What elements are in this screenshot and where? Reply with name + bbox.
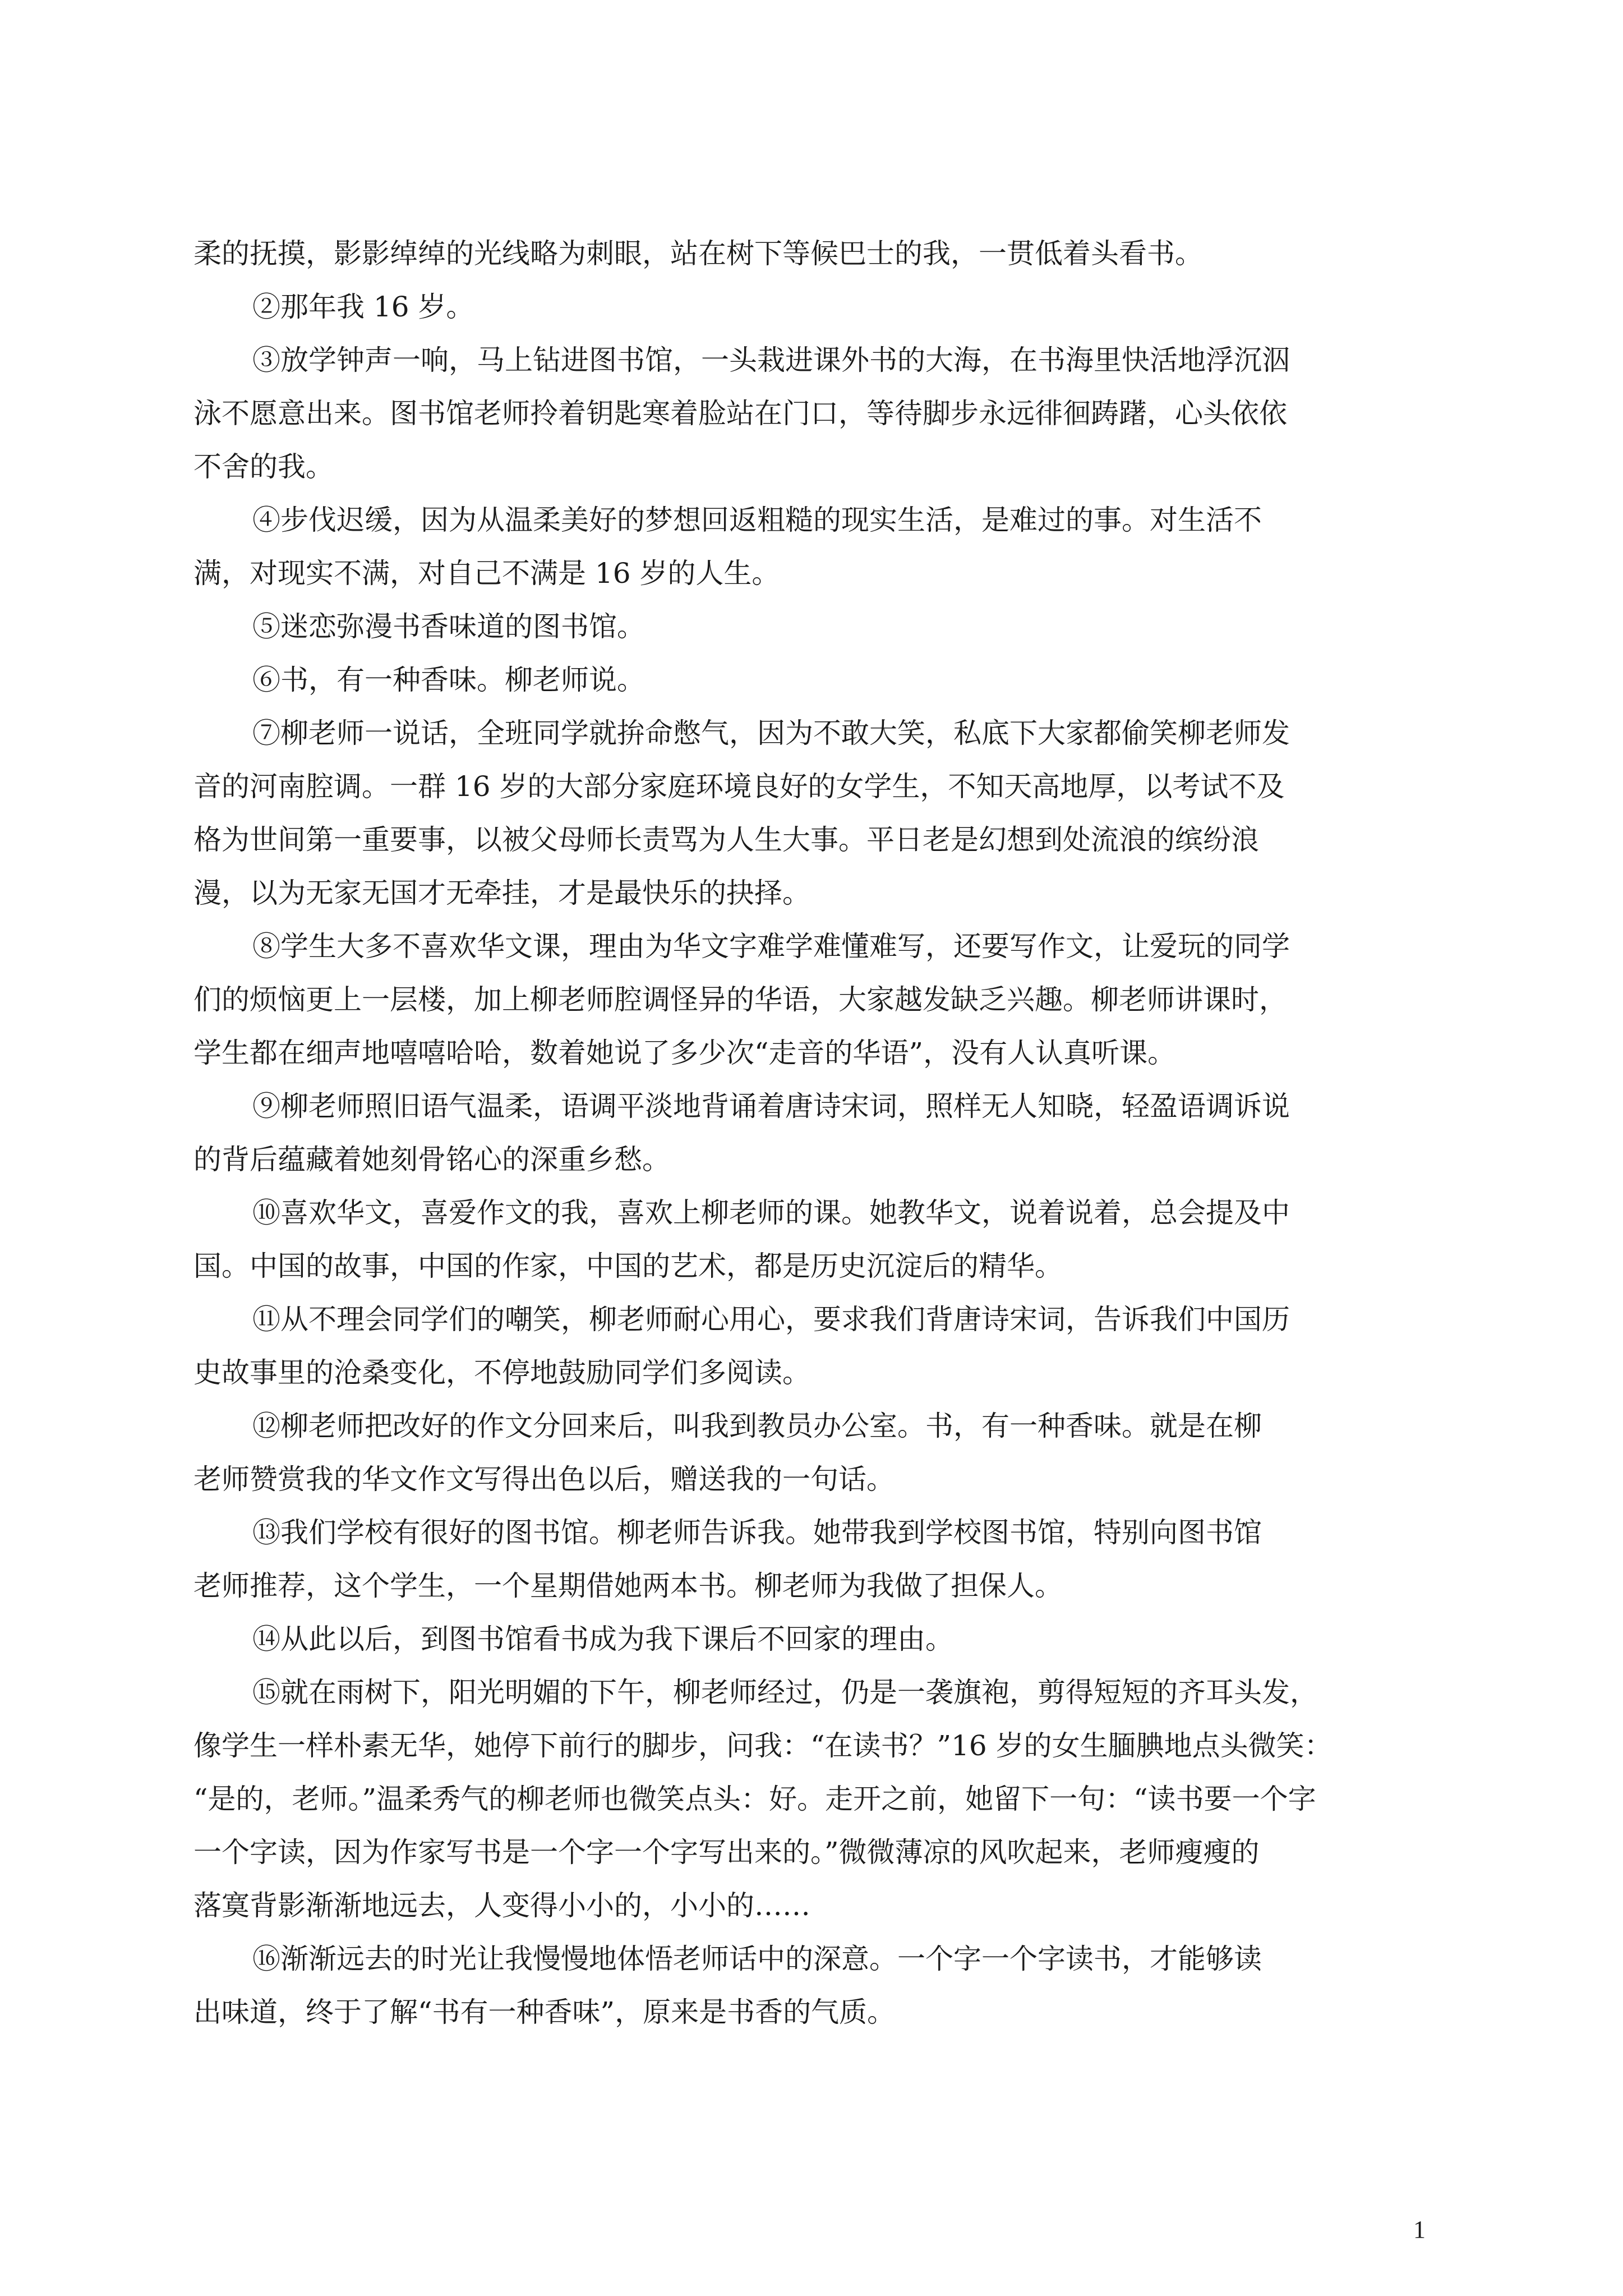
text-line: ⑦柳老师一说话，全班同学就拚命憋气，因为不敢大笑，私底下大家都偷笑柳老师发 (252, 717, 1290, 749)
text-line: 国。中国的故事，中国的作家，中国的艺术，都是历史沉淀后的精华。 (193, 1250, 1063, 1282)
paragraph-4 (193, 494, 1433, 600)
text-line: 老师推荐，这个学生，一个星期借她两本书。柳老师为我做了担保人。 (193, 1570, 1063, 1602)
paragraph-6 (193, 654, 1433, 707)
text-line: 落寞背影渐渐地远去，人变得小小的，小小的…… (193, 1889, 810, 1922)
text-line: ⑩喜欢华文，喜爱作文的我，喜欢上柳老师的课。她教华文，说着说着，总会提及中 (252, 1197, 1290, 1229)
text-line: ⑨柳老师照旧语气温柔，语调平淡地背诵着唐诗宋词，照样无人知晓，轻盈语调诉说 (252, 1090, 1290, 1122)
paragraph-15 (193, 1666, 1433, 1932)
paragraph-3 (193, 334, 1433, 494)
text-line: 满，对现实不满，对自己不满是 16 岁的人生。 (193, 557, 780, 590)
text-line: ⑥书，有一种香味。柳老师说。 (252, 664, 645, 696)
text-line: 像学生一样朴素无华，她停下前行的脚步，问我：“在读书？”16 岁的女生腼腆地点头微笑： (193, 1729, 1332, 1762)
paragraph-10 (193, 1186, 1433, 1293)
text-line: ④步伐迟缓，因为从温柔美好的梦想回返粗糙的现实生活，是难过的事。对生活不 (252, 504, 1262, 536)
text-line: 老师赞赏我的华文作文写得出色以后，赠送我的一句话。 (193, 1463, 895, 1496)
text-line: ⑪从不理会同学们的嘲笑，柳老师耐心用心，要求我们背唐诗宋词，告诉我们中国历 (252, 1303, 1290, 1336)
text-line: ②那年我 16 岁。 (252, 291, 474, 323)
text-line: 不舍的我。 (193, 450, 334, 483)
text-line: ⑧学生大多不喜欢华文课，理由为华文字难学难懂难写，还要写作文，让爱玩的同学 (252, 930, 1290, 963)
text-line: 史故事里的沧桑变化，不停地鼓励同学们多阅读。 (193, 1356, 810, 1389)
text-line: 漫，以为无家无国才无牵挂，才是最快乐的抉择。 (193, 877, 810, 909)
text-line: 柔的抚摸，影影绰绰的光线略为刺眼，站在树下等候巴士的我，一贯低着头看书。 (193, 237, 1203, 270)
text-line: 们的烦恼更上一层楼，加上柳老师腔调怪异的华语，大家越发缺乏兴趣。柳老师讲课时， (193, 983, 1287, 1016)
page-number: 1 (1413, 2216, 1426, 2243)
text-line: 的背后蕴藏着她刻骨铭心的深重乡愁。 (193, 1143, 670, 1176)
text-line: ③放学钟声一响，马上钻进图书馆，一头栽进课外书的大海，在书海里快活地浮沉泅 (252, 344, 1290, 376)
text-line: 格为世间第一重要事，以被父母师长责骂为人生大事。平日老是幻想到处流浪的缤纷浪 (193, 823, 1259, 856)
article-body (193, 227, 1433, 2039)
paragraph-9 (193, 1080, 1433, 1186)
paragraph-12 (193, 1400, 1433, 1506)
paragraph-8 (193, 920, 1433, 1080)
text-line: ⑫柳老师把改好的作文分回来后，叫我到教员办公室。书，有一种香味。就是在柳 (252, 1410, 1262, 1442)
text-line: ⑮就在雨树下，阳光明媚的下午，柳老师经过，仍是一袭旗袍，剪得短短的齐耳头发， (252, 1676, 1318, 1709)
paragraph-1 (193, 227, 1433, 280)
text-line: ⑬我们学校有很好的图书馆。柳老师告诉我。她带我到学校图书馆，特别向图书馆 (252, 1516, 1262, 1549)
paragraph-7 (193, 707, 1433, 920)
text-line: ⑭从此以后，到图书馆看书成为我下课后不回家的理由。 (252, 1623, 953, 1655)
paragraph-13 (193, 1506, 1433, 1613)
text-line: ⑯渐渐远去的时光让我慢慢地体悟老师话中的深意。一个字一个字读书，才能够读 (252, 1943, 1262, 1975)
text-line: ⑤迷恋弥漫书香味道的图书馆。 (252, 610, 645, 643)
paragraph-16 (193, 1932, 1433, 2039)
paragraph-2 (193, 280, 1433, 334)
paragraph-14 (193, 1613, 1433, 1666)
paragraph-5 (193, 600, 1433, 654)
text-line: 音的河南腔调。一群 16 岁的大部分家庭环境良好的女学生，不知天高地厚，以考试不及 (193, 770, 1285, 803)
text-line: “是的，老师。”温柔秀气的柳老师也微笑点头：好。走开之前，她留下一句：“读书要一个字 (193, 1783, 1316, 1815)
text-line: 一个字读，因为作家写书是一个字一个字写出来的。”微微薄凉的风吹起来，老师瘦瘦的 (193, 1836, 1260, 1869)
text-line: 学生都在细声地嘻嘻哈哈，数着她说了多少次“走音的华语”，没有人认真听课。 (193, 1037, 1176, 1069)
text-line: 泳不愿意出来。图书馆老师拎着钥匙寒着脸站在门口，等待脚步永远徘徊踌躇，心头依依 (193, 397, 1287, 430)
paragraph-11 (193, 1293, 1433, 1400)
text-line: 出味道，终于了解“书有一种香味”，原来是书香的气质。 (193, 1996, 896, 2028)
